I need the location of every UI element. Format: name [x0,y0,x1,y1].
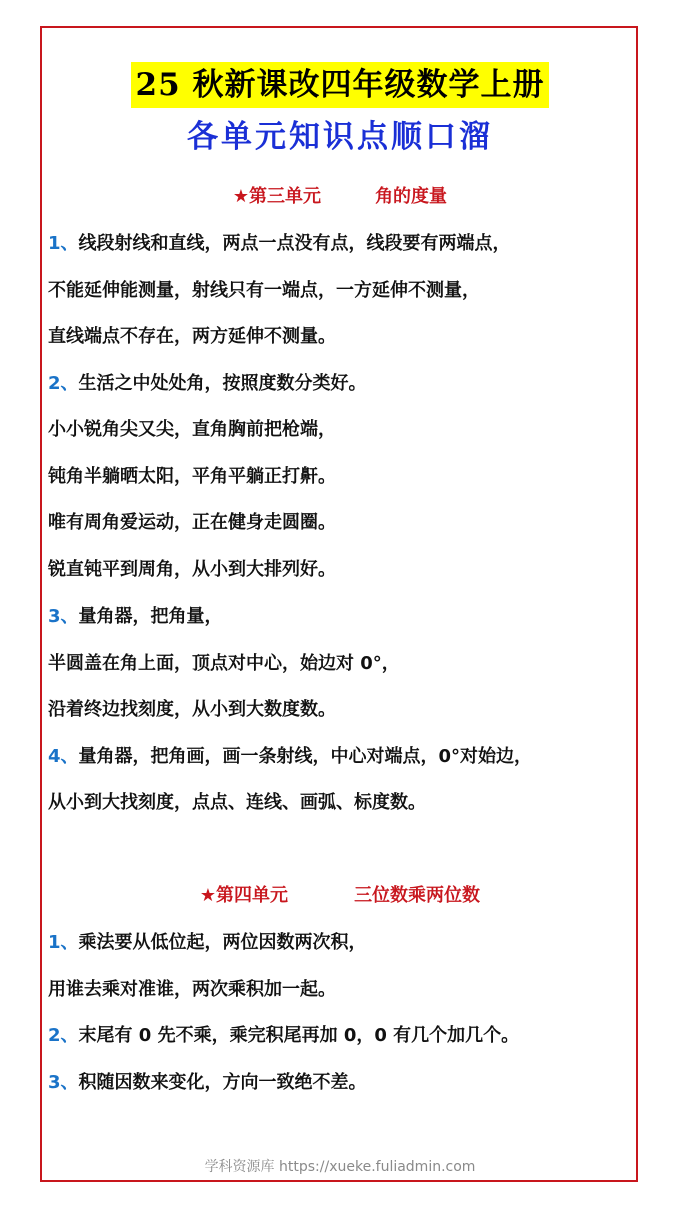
item-number: 2、 [48,373,79,394]
text-line [48,1024,519,1048]
text-line [48,931,367,955]
line-text: 沿着终边找刻度，从小到大数度数。 [48,699,336,720]
line-text: 用谁去乘对准谁，两次乘积加一起。 [48,979,336,1000]
line-text: 不能延伸能测量，射线只有一端点，一方延伸不测量， [48,280,480,301]
text-line [48,698,336,722]
text-line [48,232,511,256]
text-line [48,978,336,1002]
line-text: 钝角半躺晒太阳，平角平躺正打鼾。 [48,466,336,487]
text-line [48,279,480,303]
item-number: 1、 [48,932,79,953]
text-line [48,558,336,582]
section-heading-unit-3 [0,185,680,209]
line-text: 直线端点不存在，两方延伸不测量。 [48,326,336,347]
line-text: 积随因数来变化，方向一致绝不差。 [78,1072,367,1093]
line-text: 半圆盖在角上面，顶点对中心，始边对 0°， [48,653,400,674]
page-subtitle: 各单元知识点顺口溜 [187,119,493,155]
item-number: 1、 [48,233,79,254]
text-line [48,372,367,396]
item-number: 2、 [48,1025,79,1046]
text-line [48,465,336,489]
text-line [48,745,532,769]
section-name: 角的度量 [375,186,448,207]
section-heading-unit-4 [0,884,680,908]
text-line [48,1071,367,1095]
line-text: 末尾有 0 先不乘，乘完积尾再加 0，0 有几个加几个。 [78,1025,520,1046]
section-name: 三位数乘两位数 [354,885,481,906]
text-line [48,325,336,349]
line-text: 线段射线和直线，两点一点没有点，线段要有两端点， [78,233,511,254]
line-text: 生活之中处处角，按照度数分类好。 [78,373,367,394]
item-number: 3、 [48,606,79,627]
item-number: 4、 [48,746,79,767]
text-line [48,418,336,442]
page-title: 25 秋新课改四年级数学上册 [131,62,550,108]
title-block [0,62,680,108]
line-text: 锐直钝平到周角，从小到大排列好。 [48,559,336,580]
footer-watermark: 学科资源库 https://xueke.fuliadmin.com [204,1159,476,1175]
line-text: 量角器，把角量， [78,606,223,627]
section-star-label: ★第四单元 [199,885,289,906]
text-line [48,511,336,535]
line-text: 乘法要从低位起，两位因数两次积， [78,932,367,953]
line-text: 唯有周角爱运动，正在健身走圆圈。 [48,512,336,533]
line-text: 从小到大找刻度，点点、连线、画弧、标度数。 [48,792,426,813]
text-line [48,791,426,815]
item-number: 3、 [48,1072,79,1093]
line-text: 小小锐角尖又尖，直角胸前把枪端， [48,419,336,440]
text-line [48,605,223,629]
line-text: 量角器，把角画，画一条射线，中心对端点，0°对始边， [78,746,533,767]
text-line [48,652,400,676]
section-star-label: ★第三单元 [232,186,322,207]
